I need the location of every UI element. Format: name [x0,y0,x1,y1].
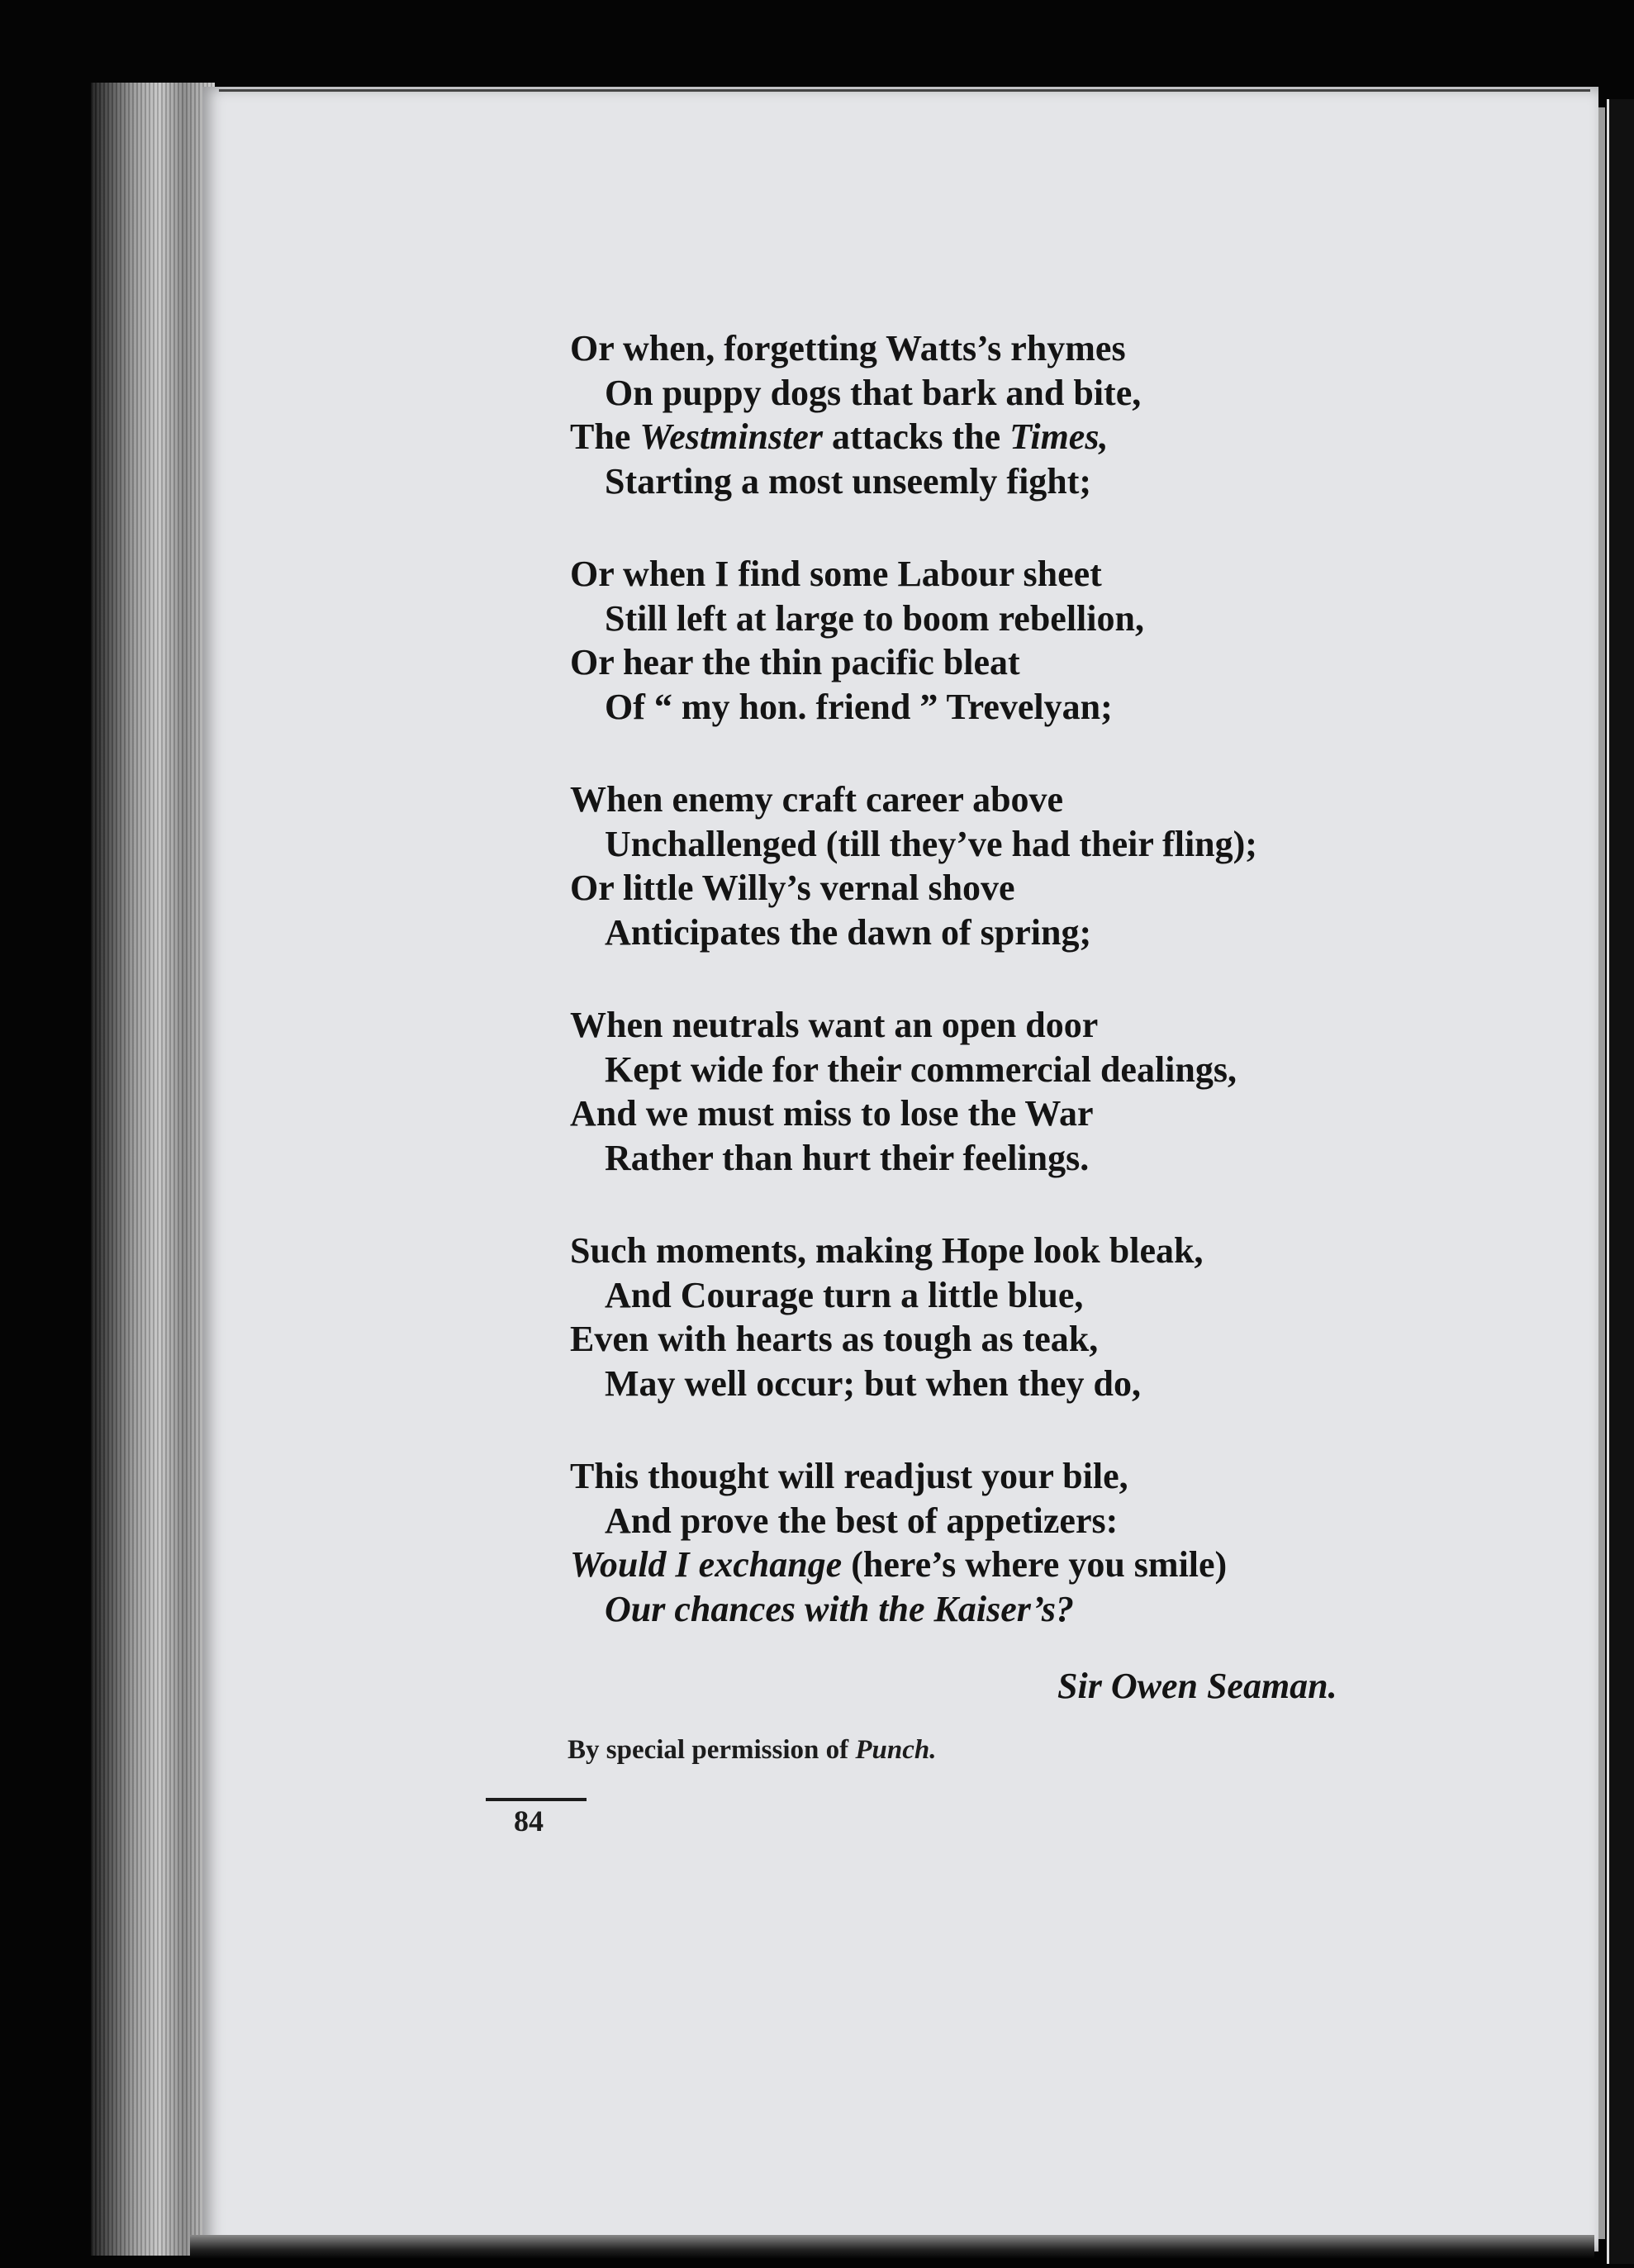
poem-line: On puppy dogs that bark and bite, [605,372,1142,413]
poem [570,326,1396,1631]
poem-line [570,415,1396,459]
poem-line: And we must miss to lose the War [570,1093,1094,1134]
poem-line: Unchallenged (till they’ve had their fling); [605,823,1257,864]
poem-line: And Courage turn a little blue, [605,1274,1084,1315]
poem-line: Anticipates the dawn of spring; [605,911,1092,953]
page-number: 84 [514,1804,544,1838]
poem-line: When enemy craft career above [570,779,1064,820]
poem-line: Or hear the thin pacific bleat [570,642,1020,682]
page-top-edge [219,89,1590,92]
poem-line: When neutrals want an open door [570,1005,1099,1045]
poem-text: attacks the [823,416,1010,457]
poem-line: Such moments, making Hope look bleak, [570,1230,1204,1271]
poem-line: Our chances with the Kaiser’s? [605,1588,1075,1629]
poem-text-italic: Would I exchange [570,1544,843,1585]
stanza-6 [570,1454,1396,1631]
page-number-rule [486,1798,587,1801]
poem-line: Or little Willy’s vernal shove [570,868,1015,908]
poem-text: The [570,416,640,457]
poem-text: (here’s where you smile) [842,1544,1228,1585]
poem-line: Or when I find some Labour sheet [570,554,1102,594]
page-right-edge [1598,107,1605,2239]
poem-line: May well occur; but when they do, [605,1362,1141,1404]
stanza-5 [570,1229,1396,1405]
poem-line: Rather than hurt their feelings. [605,1137,1090,1178]
stanza-2 [570,552,1396,729]
poem-line: Starting a most unseemly fight; [605,460,1092,502]
author-signature: Sir Owen Seaman. [1057,1666,1337,1706]
poem-line: Still left at large to boom rebellion, [605,597,1144,639]
poem-line: Or when, forgetting Watts’s rhymes [570,328,1126,368]
page-bottom-edge [190,2235,1594,2260]
poem-line: And prove the best of appetizers: [605,1500,1119,1541]
poem-line: This thought will readjust your bile, [570,1456,1128,1496]
poem-line: Even with hearts as tough as teak, [570,1319,1099,1359]
stanza-4 [570,1003,1396,1180]
newspaper-name: Westminster [639,416,824,457]
poem-line: Of “ my hon. friend ” Trevelyan; [605,686,1113,727]
credit-source: Punch. [855,1735,937,1765]
book-page-edges [91,83,215,2256]
permission-credit [568,1735,936,1766]
newspaper-name: Times, [1009,416,1109,457]
stanza-3 [570,777,1396,954]
poem-line: Kept wide for their commercial dealings, [605,1048,1237,1090]
facing-page-edge [1607,99,1634,2264]
poem-line [570,1543,1396,1587]
credit-text: By special permission of [568,1735,856,1765]
stanza-1 [570,326,1396,503]
